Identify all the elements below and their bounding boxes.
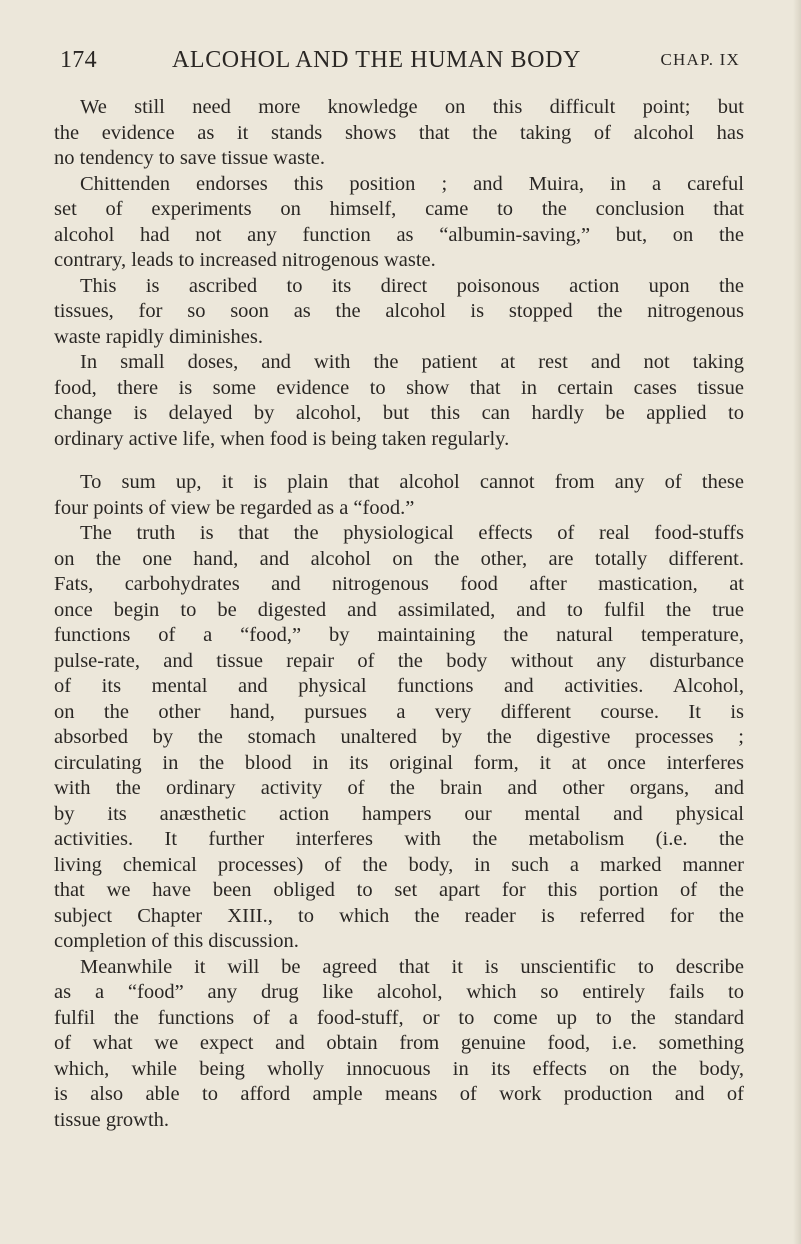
text-line: contrary, leads to increased nitrogenous waste. [54,249,436,271]
text-line: pulse-rate, and tissue repair of the body without any disturbance [54,649,744,672]
text-line: waste rapidly diminishes. [54,325,263,348]
text-line: To sum up, it is plain that alcohol cannot from any of these [80,471,744,493]
text-line: Fats, carbohydrates and nitrogenous food after mastication, at [54,573,744,595]
text-line: with the ordinary activity of the brain and other organs, and [54,777,744,799]
text-line: food, there is some evidence to show that in certain cases tissue [54,376,744,399]
body-text [54,95,744,1133]
text-line: activities. It further interferes with the metabolism (i.e. the [54,828,744,850]
text-line: This is ascribed to its direct poisonous action upon the [80,274,744,297]
paragraph [54,955,744,1134]
paragraph [54,172,744,274]
page-edge-shadow [793,0,801,1244]
text-line: that we have been obliged to set apart for this portion of the [54,879,744,901]
text-line: Meanwhile it will be agreed that it is unscientific to describe [80,955,744,978]
text-line: absorbed by the stomach unaltered by the digestive processes ; [54,726,744,748]
text-line: which, while being wholly innocuous in its effects on the body, [54,1057,744,1080]
paragraph-gap [54,452,744,470]
text-line: is also able to afford ample means of work production and of [54,1083,744,1105]
text-line: four points of view be regarded as a “food.” [54,496,415,519]
text-line: as a “food” any drug like alcohol, which so entirely fails to [54,981,744,1003]
paragraph [54,521,744,955]
text-line: no tendency to save tissue waste. [54,147,325,169]
text-line: We still need more knowledge on this difficult point; but [80,96,744,118]
paragraph [54,470,744,521]
text-line: once begin to be digested and assimilated, and to fulfil the true [54,598,744,621]
text-line: the evidence as it stands shows that the taking of alcohol has [54,121,744,144]
text-line: circulating in the blood in its original form, it at once interferes [54,751,744,774]
text-line: completion of this discussion. [54,930,299,952]
text-line: subject Chapter XIII., to which the reader is referred for the [54,904,744,927]
text-line: ordinary active life, when food is being taken regularly. [54,427,510,450]
text-line: of what we expect and obtain from genuine food, i.e. something [54,1032,744,1054]
text-line: of its mental and physical functions and activities. Alcohol, [54,675,744,697]
text-line: on the other hand, pursues a very different course. It is [54,700,744,723]
text-line: The truth is that the physiological effects of real food-stuffs [80,522,744,544]
text-line: by its anæsthetic action hampers our mental and physical [54,802,744,825]
text-line: In small doses, and with the patient at rest and not taking [80,351,744,373]
text-line: tissue growth. [54,1108,170,1131]
text-line: set of experiments on himself, came to the conclusion that [54,198,744,220]
text-line: alcohol had not any function as “albumin-saving,” but, on the [54,223,744,246]
text-line: Chittenden endorses this position ; and Muira, in a careful [80,172,744,195]
text-line: functions of a “food,” by maintaining the natural temperature, [54,624,744,646]
text-line: fulfil the functions of a food-stuff, or to come up to the standard [54,1006,744,1029]
text-line: change is delayed by alcohol, but this can hardly be applied to [54,402,744,424]
running-head [60,40,740,80]
paragraph [54,274,744,351]
text-line: living chemical processes) of the body, in such a marked manner [54,853,744,876]
text-line: tissues, for so soon as the alcohol is stopped the nitrogenous [54,300,744,322]
page-number: 174 [60,47,97,73]
text-line: on the one hand, and alcohol on the other, are totally different. [54,547,744,570]
book-title: ALCOHOL AND THE HUMAN BODY [172,47,581,73]
paragraph [54,95,744,172]
chapter-label: CHAP. IX [660,50,740,69]
paragraph [54,350,744,452]
